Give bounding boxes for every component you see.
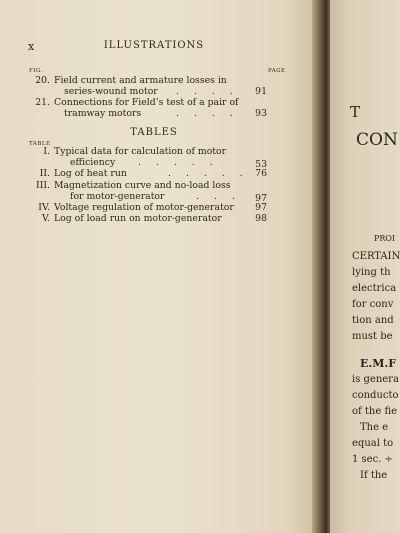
- entry-number: IV.: [38, 202, 50, 213]
- fig-column-label: FIG.: [29, 68, 43, 74]
- entry-title-line1: Magnetization curve and no-load loss: [54, 180, 231, 191]
- facing-fragment: tion and: [352, 315, 394, 326]
- entry-number: II.: [39, 168, 50, 179]
- facing-page: [330, 0, 400, 533]
- facing-fragment: 1 sec. ÷: [352, 454, 393, 465]
- book-gutter: [312, 0, 332, 533]
- table-column-label: TABLE: [29, 141, 51, 147]
- facing-fragment: lying th: [352, 267, 391, 278]
- facing-fragment: PROI: [374, 234, 396, 243]
- facing-fragment: is genera: [352, 374, 399, 385]
- facing-fragment: E.M.F: [360, 357, 397, 370]
- entry-number: 20.: [35, 75, 50, 86]
- figure-entry: [28, 97, 267, 119]
- table-entry: [28, 146, 267, 170]
- figure-entry: [28, 75, 267, 97]
- table-entry: [28, 202, 267, 213]
- facing-fragment: equal to: [352, 438, 394, 449]
- page-numeral: x: [28, 40, 35, 53]
- entry-title-line1: Log of load run on motor-generator: [54, 213, 222, 224]
- entry-page: 98: [255, 213, 267, 224]
- entry-number: 21.: [35, 97, 50, 108]
- entry-number: III.: [36, 180, 50, 191]
- entry-page: 91: [255, 86, 267, 97]
- facing-fragment: The e: [360, 422, 389, 433]
- facing-fragment: If the: [360, 470, 388, 481]
- entry-page: 97: [255, 202, 267, 213]
- tables-heading: TABLES: [130, 127, 178, 138]
- entry-title-line1: Log of heat run . . . . .: [54, 168, 249, 179]
- facing-fragment: conducto: [352, 390, 399, 401]
- facing-fragment: electrica: [352, 283, 397, 294]
- entry-number: I.: [43, 146, 50, 157]
- facing-fragment: must be: [352, 331, 393, 342]
- facing-fragment: T: [350, 103, 361, 121]
- entry-title-line2: for motor-generator . . .: [70, 191, 241, 202]
- entry-page: 53: [255, 159, 267, 170]
- entry-page: 93: [255, 108, 267, 119]
- facing-fragment: CON: [356, 130, 398, 150]
- entry-title-line1: Typical data for calculation of motor: [54, 146, 227, 157]
- table-entry: [28, 213, 267, 224]
- entry-title-line2: series-wound motor . . . .: [64, 86, 239, 97]
- facing-fragment: of the fie: [352, 406, 398, 417]
- entry-page: 97: [255, 193, 267, 204]
- entry-title-line2: tramway motors . . . .: [64, 108, 239, 119]
- table-entry: [28, 180, 267, 204]
- entry-title-line1: Field current and armature losses in: [54, 75, 227, 86]
- facing-fragment: CERTAIN: [352, 251, 400, 262]
- entry-title-line1: Connections for Field’s test of a pair of: [54, 97, 239, 108]
- running-header: [28, 40, 280, 54]
- page-column-label: PAGE: [268, 68, 286, 74]
- entry-title-line1: Voltage regulation of motor-generator: [54, 202, 234, 213]
- facing-fragment: for conv: [352, 299, 394, 310]
- entry-number: V.: [41, 213, 50, 224]
- header-title: ILLUSTRATIONS: [103, 40, 205, 51]
- entry-page: 76: [255, 168, 267, 179]
- entry-title-line2: efficiency . . . . .: [70, 157, 219, 168]
- table-entry: [28, 168, 267, 179]
